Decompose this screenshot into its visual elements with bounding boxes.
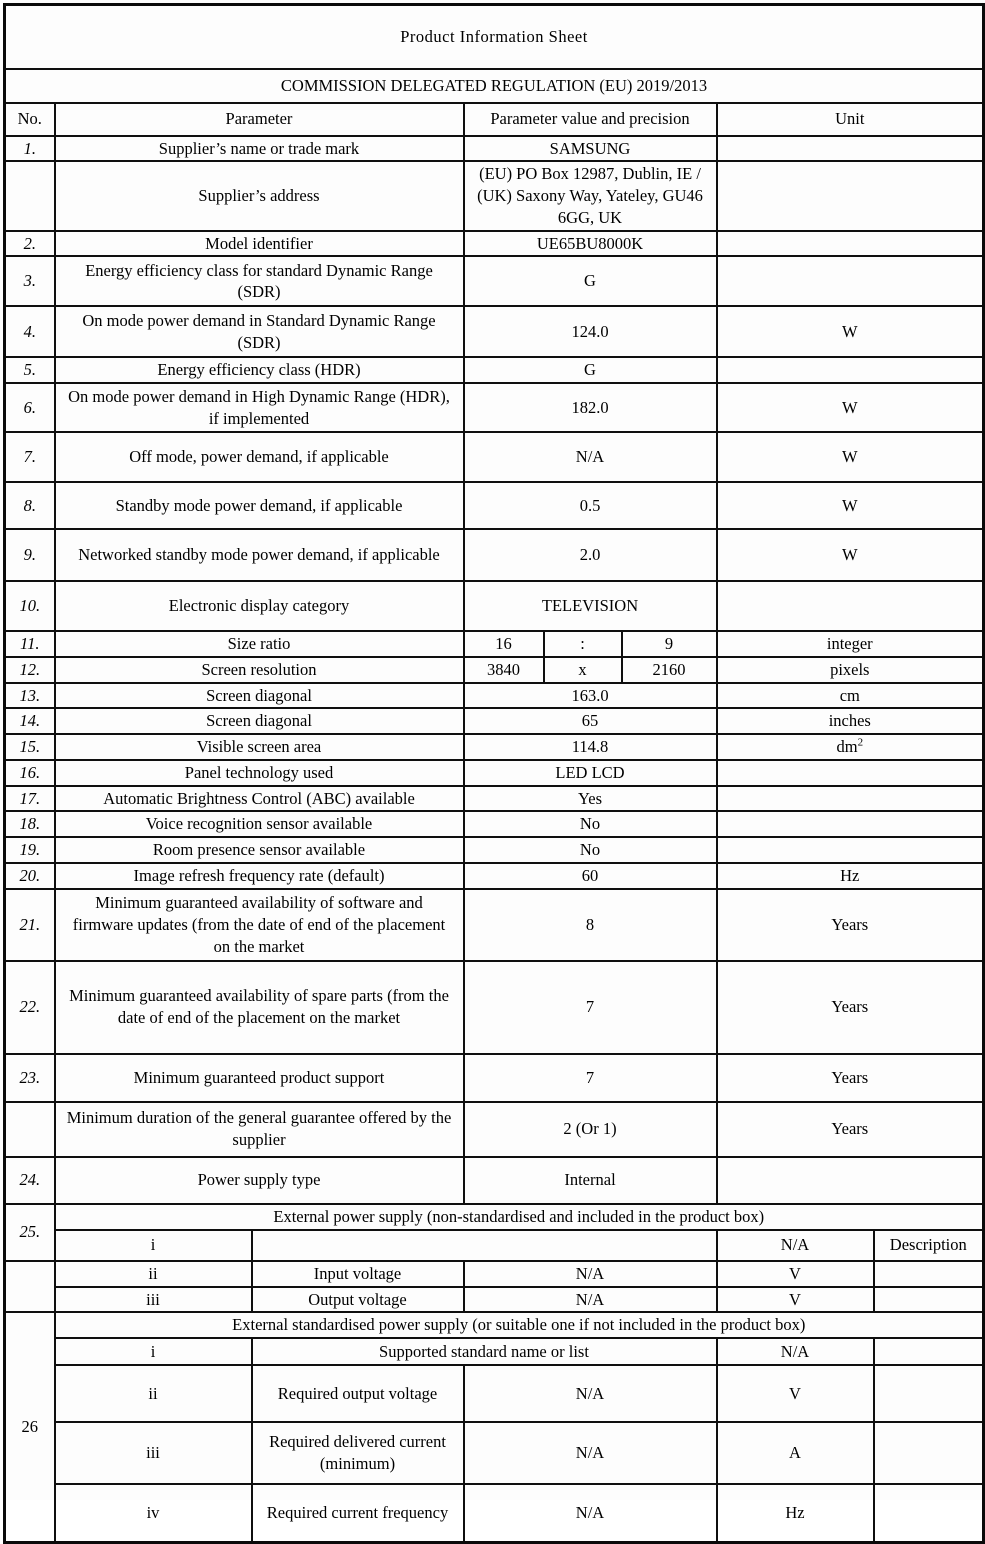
value-cell: 2.0 — [464, 529, 717, 581]
table-row — [5, 1261, 984, 1287]
value-cell: 182.0 — [464, 383, 717, 432]
value-cell: (EU) PO Box 12987, Dublin, IE / (UK) Saxony Way, Yateley, GU46 6GG, UK — [464, 161, 717, 230]
parameter-cell: Required current frequency — [252, 1484, 464, 1542]
value-cell: 163.0 — [464, 683, 717, 709]
row-number: 2. — [5, 231, 55, 257]
value-cell-separator: x — [544, 657, 622, 683]
description-cell — [874, 1287, 984, 1313]
value-cell: 60 — [464, 863, 717, 889]
description-cell: Description — [874, 1230, 984, 1261]
row-number: 18. — [5, 811, 55, 837]
description-cell — [874, 1484, 984, 1542]
value-cell: G — [464, 256, 717, 306]
parameter-cell: Supplier’s name or trade mark — [55, 136, 464, 162]
table-row — [5, 1287, 984, 1313]
row-number — [5, 1102, 55, 1157]
parameter-cell: Required delivered current (minimum) — [252, 1422, 464, 1484]
regulation-row — [5, 69, 984, 103]
table-row — [5, 863, 984, 889]
unit-cell — [717, 786, 984, 812]
parameter-cell: Electronic display category — [55, 581, 464, 631]
table-row — [5, 811, 984, 837]
unit-cell: W — [717, 306, 984, 357]
regulation-subtitle: COMMISSION DELEGATED REGULATION (EU) 2019/2013 — [5, 69, 984, 103]
col-header-parameter: Parameter — [55, 103, 464, 136]
value-cell-width: 3840 — [464, 657, 544, 683]
row-number: 21. — [5, 889, 55, 961]
unit-cell — [717, 760, 984, 786]
unit-cell: pixels — [717, 657, 984, 683]
col-header-unit: Unit — [717, 103, 984, 136]
value-cell: N/A — [464, 1365, 717, 1422]
value-cell: UE65BU8000K — [464, 231, 717, 257]
unit-cell: Hz — [717, 863, 984, 889]
unit-cell — [717, 811, 984, 837]
description-cell — [874, 1338, 984, 1365]
row-number: 1. — [5, 136, 55, 162]
parameter-cell: Voice recognition sensor available — [55, 811, 464, 837]
table-row — [5, 1230, 984, 1261]
sub-index-cell: iv — [55, 1484, 252, 1542]
unit-cell — [717, 161, 984, 230]
row-number: 3. — [5, 256, 55, 306]
parameter-cell: Power supply type — [55, 1157, 464, 1204]
value-cell: 0.5 — [464, 482, 717, 529]
unit-cell: W — [717, 482, 984, 529]
table-row — [5, 482, 984, 529]
table-row — [5, 529, 984, 581]
value-cell: G — [464, 357, 717, 383]
value-cell: SAMSUNG — [464, 136, 717, 162]
row-number: 22. — [5, 961, 55, 1054]
unit-cell: V — [717, 1287, 874, 1313]
unit-cell: W — [717, 383, 984, 432]
row-number: 16. — [5, 760, 55, 786]
row-number: 25. — [5, 1204, 55, 1261]
table-row — [5, 136, 984, 162]
value-cell: 124.0 — [464, 306, 717, 357]
parameter-cell: Minimum duration of the general guarantee offered by the supplier — [55, 1102, 464, 1157]
table-row — [5, 708, 984, 734]
value-cell: 114.8 — [464, 734, 717, 760]
table-row — [5, 631, 984, 657]
row-number: 24. — [5, 1157, 55, 1204]
table-row — [5, 889, 984, 961]
value-cell-width: 16 — [464, 631, 544, 657]
value-cell: 2 (Or 1) — [464, 1102, 717, 1157]
parameter-cell: Minimum guaranteed availability of software and firmware updates (from the date of end of the placement on the market — [55, 889, 464, 961]
unit-cell: V — [717, 1261, 874, 1287]
row-number: 15. — [5, 734, 55, 760]
parameter-cell: Image refresh frequency rate (default) — [55, 863, 464, 889]
parameter-cell: Networked standby mode power demand, if applicable — [55, 529, 464, 581]
table-row — [5, 1484, 984, 1542]
table-row — [5, 1365, 984, 1422]
row-number: 14. — [5, 708, 55, 734]
value-cell: N/A — [464, 1261, 717, 1287]
value-cell: N/A — [464, 1422, 717, 1484]
unit-cell: N/A — [717, 1230, 874, 1261]
section-26-header-row — [5, 1312, 984, 1338]
page-title: Product Information Sheet — [5, 5, 984, 69]
unit-cell — [717, 1157, 984, 1204]
table-row — [5, 1157, 984, 1204]
sub-index-cell: iii — [55, 1287, 252, 1313]
row-number: 13. — [5, 683, 55, 709]
parameter-cell: Panel technology used — [55, 760, 464, 786]
row-number: 5. — [5, 357, 55, 383]
unit-cell: integer — [717, 631, 984, 657]
parameter-cell: Energy efficiency class for standard Dynamic Range (SDR) — [55, 256, 464, 306]
value-cell: No — [464, 811, 717, 837]
table-row — [5, 581, 984, 631]
parameter-cell: Minimum guaranteed availability of spare parts (from the date of end of the placement on the market — [55, 961, 464, 1054]
parameter-cell: Size ratio — [55, 631, 464, 657]
parameter-cell: Automatic Brightness Control (ABC) available — [55, 786, 464, 812]
table-row — [5, 1102, 984, 1157]
table-row — [5, 837, 984, 863]
unit-cell: Hz — [717, 1484, 874, 1542]
col-header-no: No. — [5, 103, 55, 136]
product-info-table — [3, 3, 985, 1544]
title-row — [5, 5, 984, 69]
table-row — [5, 357, 984, 383]
parameter-cell: On mode power demand in High Dynamic Range (HDR), if implemented — [55, 383, 464, 432]
value-cell: N/A — [464, 432, 717, 482]
row-number: 8. — [5, 482, 55, 529]
parameter-cell: Room presence sensor available — [55, 837, 464, 863]
parameter-cell: Screen diagonal — [55, 708, 464, 734]
row-number: 6. — [5, 383, 55, 432]
value-cell: Yes — [464, 786, 717, 812]
parameter-cell: Energy efficiency class (HDR) — [55, 357, 464, 383]
parameter-cell: Standby mode power demand, if applicable — [55, 482, 464, 529]
unit-cell: inches — [717, 708, 984, 734]
parameter-cell: Supported standard name or list — [252, 1338, 717, 1365]
unit-cell: N/A — [717, 1338, 874, 1365]
col-header-value: Parameter value and precision — [464, 103, 717, 136]
row-number — [5, 161, 55, 230]
unit-cell — [717, 136, 984, 162]
row-number: 17. — [5, 786, 55, 812]
unit-cell: V — [717, 1365, 874, 1422]
parameter-cell: Output voltage — [252, 1287, 464, 1313]
parameter-cell: Input voltage — [252, 1261, 464, 1287]
table-header-row — [5, 103, 984, 136]
table-row — [5, 256, 984, 306]
value-cell: 7 — [464, 1054, 717, 1102]
parameter-cell: Visible screen area — [55, 734, 464, 760]
table-row — [5, 1054, 984, 1102]
table-row — [5, 961, 984, 1054]
parameter-cell: Screen diagonal — [55, 683, 464, 709]
description-cell — [874, 1422, 984, 1484]
value-cell: Internal — [464, 1157, 717, 1204]
parameter-cell: Required output voltage — [252, 1365, 464, 1422]
row-number: 19. — [5, 837, 55, 863]
value-cell-height: 9 — [622, 631, 717, 657]
unit-cell: Years — [717, 1054, 984, 1102]
unit-cell: Years — [717, 961, 984, 1054]
unit-cell — [717, 734, 984, 760]
sub-index-cell: ii — [55, 1261, 252, 1287]
row-number: 7. — [5, 432, 55, 482]
row-number — [5, 1261, 55, 1313]
sub-index-cell: iii — [55, 1422, 252, 1484]
unit-base: dm — [836, 737, 858, 757]
table-row — [5, 1338, 984, 1365]
value-cell: 65 — [464, 708, 717, 734]
unit-cell — [717, 231, 984, 257]
row-number: 12. — [5, 657, 55, 683]
unit-cell — [717, 256, 984, 306]
table-row — [5, 432, 984, 482]
parameter-cell: Minimum guaranteed product support — [55, 1054, 464, 1102]
unit-cell: Years — [717, 1102, 984, 1157]
value-cell: TELEVISION — [464, 581, 717, 631]
parameter-cell: On mode power demand in Standard Dynamic Range (SDR) — [55, 306, 464, 357]
description-cell — [874, 1365, 984, 1422]
value-cell: N/A — [464, 1484, 717, 1542]
sub-index-cell: i — [55, 1230, 252, 1261]
row-number: 4. — [5, 306, 55, 357]
parameter-cell: Model identifier — [55, 231, 464, 257]
value-cell: LED LCD — [464, 760, 717, 786]
unit-cell: cm — [717, 683, 984, 709]
value-cell-separator: : — [544, 631, 622, 657]
table-row — [5, 161, 984, 230]
parameter-cell: Screen resolution — [55, 657, 464, 683]
description-cell — [874, 1261, 984, 1287]
value-cell: 8 — [464, 889, 717, 961]
unit-cell: W — [717, 432, 984, 482]
sub-index-cell: ii — [55, 1365, 252, 1422]
parameter-cell — [252, 1230, 717, 1261]
row-number: 23. — [5, 1054, 55, 1102]
table-row — [5, 306, 984, 357]
section-25-title: External power supply (non-standardised and included in the product box) — [55, 1204, 984, 1230]
row-number: 11. — [5, 631, 55, 657]
value-cell: No — [464, 837, 717, 863]
row-number: 26 — [5, 1312, 55, 1542]
unit-cell: Years — [717, 889, 984, 961]
parameter-cell: Off mode, power demand, if applicable — [55, 432, 464, 482]
value-cell: N/A — [464, 1287, 717, 1313]
section-26-title: External standardised power supply (or suitable one if not included in the product box) — [55, 1312, 984, 1338]
row-number: 9. — [5, 529, 55, 581]
table-row — [5, 1422, 984, 1484]
unit-cell — [717, 581, 984, 631]
unit-cell: W — [717, 529, 984, 581]
table-row — [5, 231, 984, 257]
table-row — [5, 383, 984, 432]
parameter-cell: Supplier’s address — [55, 161, 464, 230]
value-cell-height: 2160 — [622, 657, 717, 683]
table-row — [5, 786, 984, 812]
sub-index-cell: i — [55, 1338, 252, 1365]
row-number: 20. — [5, 863, 55, 889]
unit-superscript: 2 — [857, 736, 864, 749]
section-25-header-row — [5, 1204, 984, 1230]
table-row — [5, 657, 984, 683]
row-number: 10. — [5, 581, 55, 631]
unit-cell — [717, 837, 984, 863]
table-row — [5, 760, 984, 786]
unit-cell: A — [717, 1422, 874, 1484]
table-row — [5, 734, 984, 760]
unit-cell — [717, 357, 984, 383]
table-row — [5, 683, 984, 709]
value-cell: 7 — [464, 961, 717, 1054]
